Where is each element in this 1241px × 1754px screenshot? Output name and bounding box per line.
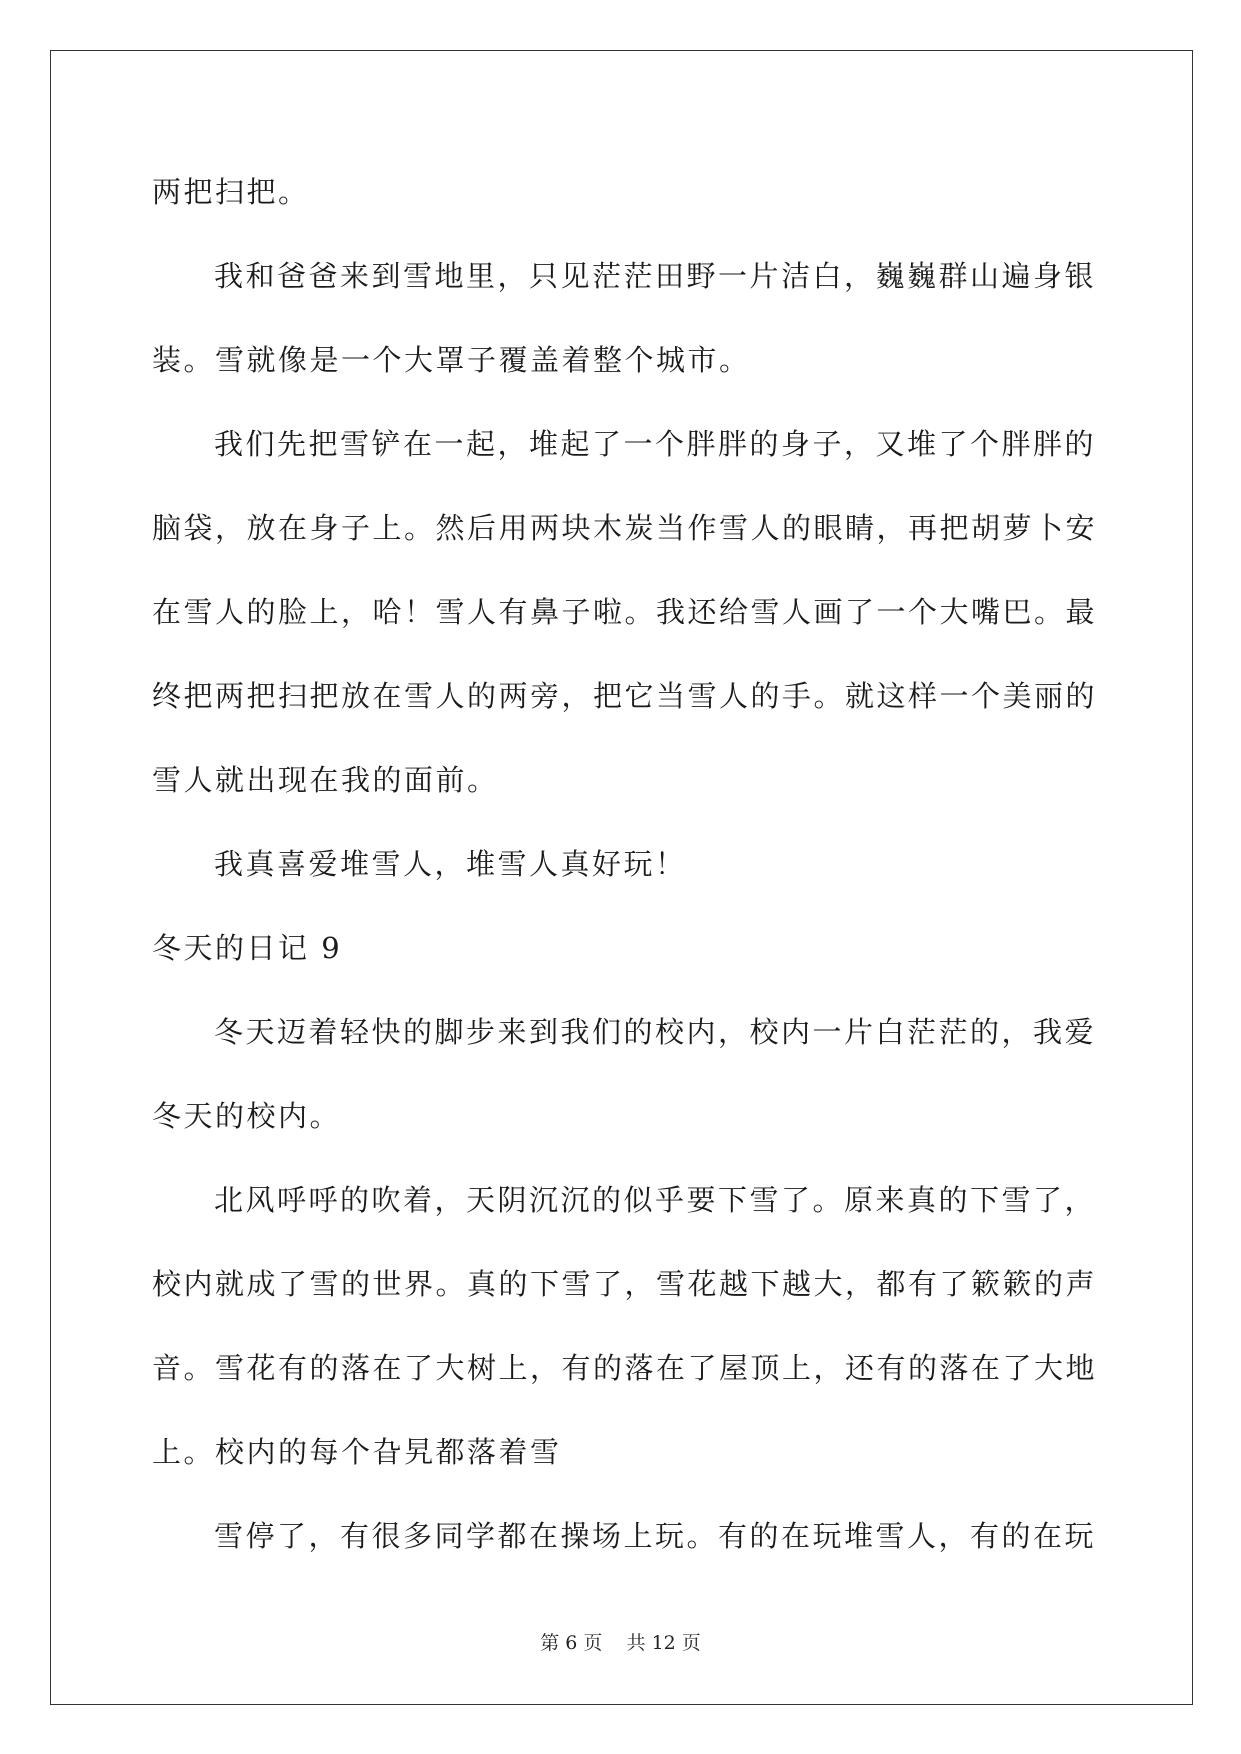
text-line: 冬天迈着轻快的脚步来到我们的校内，校内一片白茫茫的，我爱 — [214, 1015, 1097, 1049]
text-line: 北风呼呼的吹着，天阴沉沉的似乎要下雪了。原来真的下雪了， — [214, 1183, 1097, 1217]
text-line: 终把两把扫把放在雪人的两旁，把它当雪人的手。就这样一个美丽的 — [152, 679, 1098, 713]
text-line: 校内就成了雪的世界。真的下雪了，雪花越下越大，都有了簌簌的声 — [152, 1267, 1098, 1301]
section-heading: 冬天的日记 9 — [152, 931, 343, 965]
text-line: 冬天的校内。 — [152, 1099, 342, 1133]
text-line: 上。校内的每个旮旯都落着雪 — [152, 1435, 562, 1469]
text-line: 我和爸爸来到雪地里，只见茫茫田野一片洁白，巍巍群山遍身银 — [214, 259, 1097, 293]
text-line: 雪人就出现在我的面前。 — [152, 763, 499, 797]
text-line: 我真喜爱堆雪人，堆雪人真好玩！ — [214, 847, 687, 881]
text-line: 装。雪就像是一个大罩子覆盖着整个城市。 — [152, 343, 751, 377]
page-number-footer: 第 6 页 共 12 页 — [540, 1632, 701, 1654]
text-line: 雪停了，有很多同学都在操场上玩。有的在玩堆雪人，有的在玩 — [214, 1519, 1097, 1553]
text-line: 音。雪花有的落在了大树上，有的落在了屋顶上，还有的落在了大地 — [152, 1351, 1098, 1385]
text-line: 在雪人的脸上，哈！雪人有鼻子啦。我还给雪人画了一个大嘴巴。最 — [152, 595, 1098, 629]
text-line: 我们先把雪铲在一起，堆起了一个胖胖的身子，又堆了个胖胖的 — [214, 427, 1097, 461]
text-line: 两把扫把。 — [152, 175, 310, 209]
text-line: 脑袋，放在身子上。然后用两块木炭当作雪人的眼睛，再把胡萝卜安 — [152, 511, 1098, 545]
document-body — [152, 150, 1098, 1578]
